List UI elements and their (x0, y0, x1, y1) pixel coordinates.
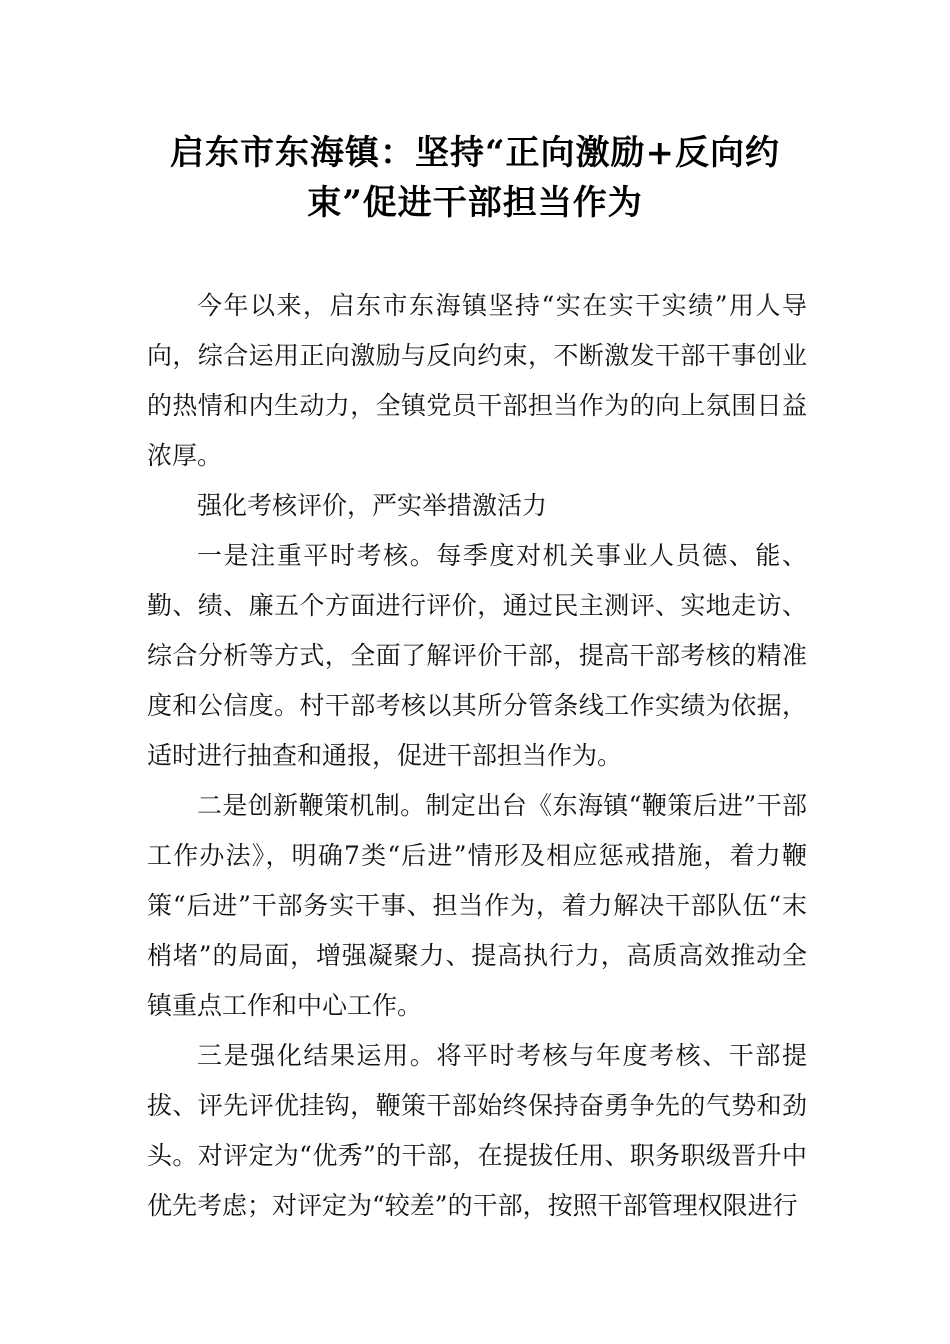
body-paragraph: 三是强化结果运用。将平时考核与年度考核、干部提拔、评先评优挂钩，鞭策干部始终保持奋勇争先的气势和劲头。对评定为“优秀”的干部，在提拔任用、职务职级晋升中优先考虑；对评定为“较差”的干部，按照干部管理权限进行 (147, 1041, 807, 1220)
section-heading: 强化考核评价，严实举措激活力 (197, 491, 548, 520)
body-paragraph: 二是创新鞭策机制。制定出台《东海镇“鞭策后进”干部工作办法》，明确7类“后进”情形及相应惩戒措施，着力鞭策“后进”干部务实干事、担当作为，着力解决干部队伍“末梢堵”的局面，增强凝聚力、提高执行力，高质高效推动全镇重点工作和中心工作。 (147, 791, 807, 1020)
intro-paragraph: 今年以来，启东市东海镇坚持“实在实干实绩”用人导向，综合运用正向激励与反向约束，不断激发干部干事创业的热情和内生动力，全镇党员干部担当作为的向上氛围日益浓厚。 (147, 291, 807, 470)
document-title: 启东市东海镇：坚持“正向激励+反向约束”促进干部担当作为 (169, 133, 781, 223)
document-body (147, 281, 807, 1231)
body-paragraph: 一是注重平时考核。每季度对机关事业人员德、能、勤、绩、廉五个方面进行评价，通过民主测评、实地走访、综合分析等方式，全面了解评价干部，提高干部考核的精准度和公信度。村干部考核以其所分管条线工作实绩为依据，适时进行抽查和通报，促进干部担当作为。 (147, 541, 807, 770)
